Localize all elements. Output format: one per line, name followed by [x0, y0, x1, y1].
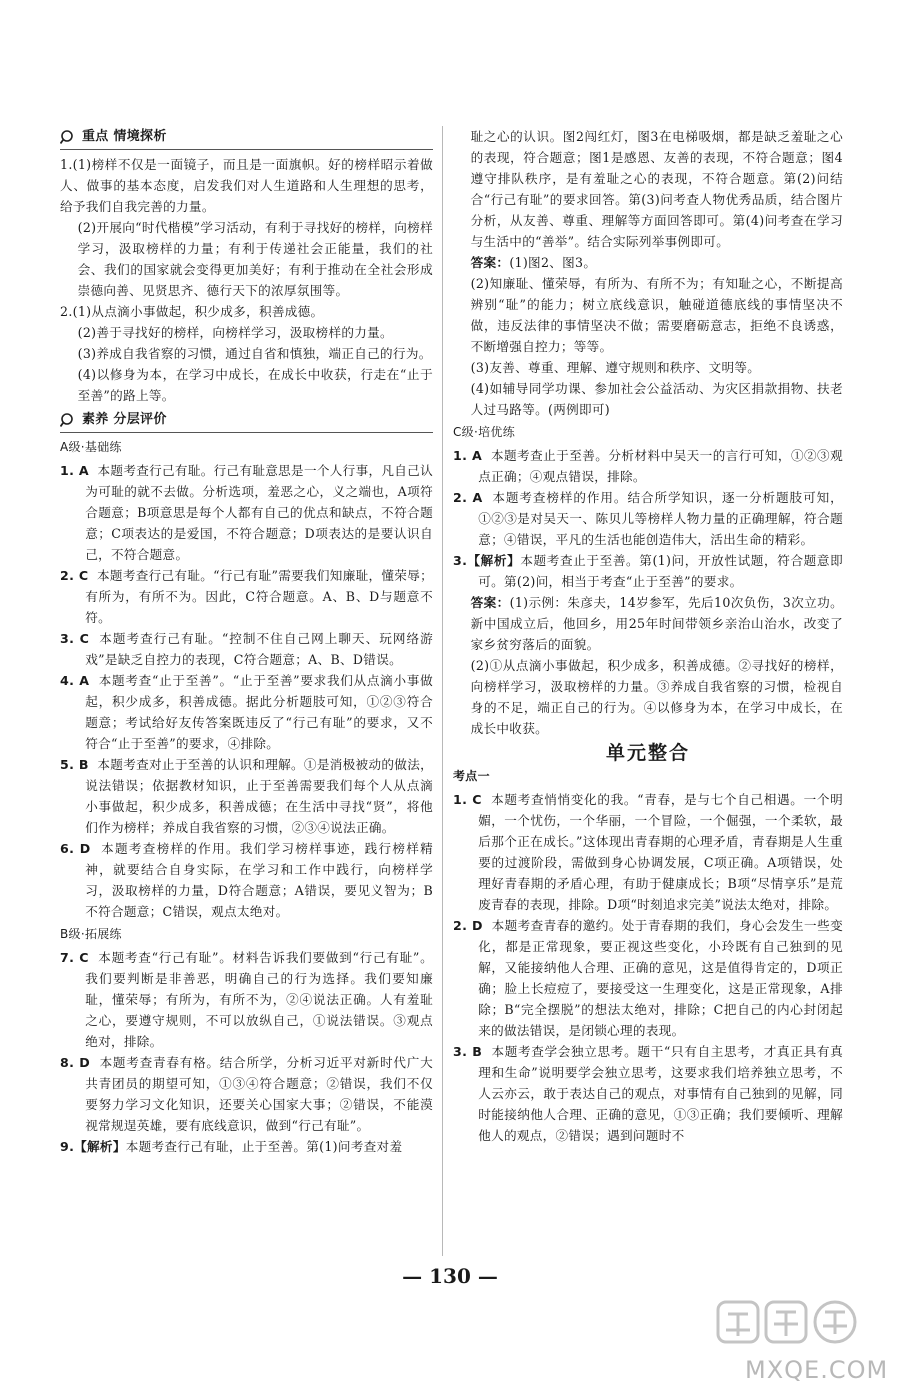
item-text: 本题考查行己有耻。“控制不住自己网上聊天、玩网络游戏”是缺乏自控力的表现，C符合题意；A、B、D错误。	[85, 631, 433, 667]
answer-paragraph	[453, 592, 843, 655]
answer-paragraph: 耻之心的认识。图2闯红灯，图3在电梯吸烟，都是缺乏羞耻之心的表现，符合题意；图1是感恩、友善的表现，不符合题意；图4遵守排队秩序，是有羞耻之心的表现，不符合题意。第(2)问结合“行己有耻”的要求回答。第(3)问考查人物优秀品质，结合图片分析，从友善、尊重、理解等方面回答即可。第(4)问考查在学习与生活中的“善举”。结合实际列举事例即可。	[470, 129, 843, 249]
magnifier-icon	[60, 412, 78, 428]
item-text: 本题考查榜样的作用。结合所学知识，逐一分析题肢可知，①②③是对吴天一、陈贝儿等榜样人物力量的正确理解，符合题意；④错误，平凡的生活也能创造伟大，活出生命的精彩。	[478, 490, 843, 547]
answer-item	[60, 838, 433, 922]
item-number: 9.【解析】	[60, 1139, 126, 1154]
answer-paragraph: (3)养成自我省察的习惯，通过自省和慎独，端正自己的行为。	[77, 346, 432, 361]
item-number: 2. C	[60, 568, 89, 583]
item-number: 3.【解析】	[453, 553, 521, 568]
answer-item	[453, 445, 843, 487]
answer-item	[60, 565, 433, 628]
answer-item	[60, 947, 433, 1052]
item-number: 7. C	[60, 950, 89, 965]
answer-item	[453, 487, 843, 550]
item-number: 4. A	[60, 673, 90, 688]
item-number: 8. D	[60, 1055, 91, 1070]
answer-paragraph: (4)以修身为本，在学习中成长，在成长中收获，行走在“止于至善”的路上等。	[77, 367, 433, 403]
section-title: 素养 分层评价	[82, 412, 167, 427]
level-label: B级·拓展练	[60, 927, 122, 941]
item-text: 本题考查青春有格。结合所学，分析习近平对新时代广大共青团员的期望可知，①③④符合题意；②错误，我们不仅要努力学习文化知识，还要关心国家大事；②错误，不能漠视常规逞英雄，要有底线意识，做到“行己有耻”。	[85, 1055, 433, 1133]
answer-item	[60, 1136, 433, 1157]
right-column	[453, 126, 843, 1146]
item-text: 本题考查“止于至善”。“止于至善”要求我们从点滴小事做起，积少成多，积善成德。据此分析题肢可知，①②③符合题意；考试给好友传答案既违反了“行己有耻”的要求，又不符合“止于至善”的要求，④排除。	[85, 673, 433, 751]
item-number: 2. D	[453, 918, 483, 933]
answer-item	[60, 670, 433, 754]
watermark-text: MXQE.COM	[745, 1356, 889, 1384]
answer-text: (1)示例：朱彦夫，14岁参军，先后10次负伤，3次立功。新中国成立后，他回乡，用25年时间带领乡亲治山治水，改变了家乡贫穷落后的面貌。	[470, 595, 843, 652]
item-number: 2. A	[453, 490, 483, 505]
section-header-focus	[60, 126, 433, 150]
answer-item	[453, 550, 843, 592]
item-number: 1. C	[453, 792, 482, 807]
answer-paragraph: (2)开展向“时代楷模”学习活动，有利于寻找好的榜样，向榜样学习，汲取榜样的力量；有利于传递社会正能量，我们的社会、我们的国家就会变得更加美好；有利于推动在全社会形成崇德向善、见贤思齐、德行天下的浓厚氛围等。	[77, 220, 433, 298]
answer-paragraph: 1.(1)榜样不仅是一面镜子，而且是一面旗帜。好的榜样昭示着做人、做事的基本态度，启发我们对人生道路和人生理想的思考，给予我们自我完善的力量。	[60, 157, 433, 214]
answer-paragraph: (4)如辅导同学功课、参加社会公益活动、为灾区捐款捐物、扶老人过马路等。(两例即可)	[470, 381, 843, 417]
answer-paragraph: (3)友善、尊重、理解、遵守规则和秩序、文明等。	[470, 360, 761, 375]
section-title: 重点 情境探析	[82, 129, 167, 144]
unit-title: 单元整合	[605, 742, 690, 764]
answer-item	[453, 789, 843, 915]
page-number: — 130 —	[402, 1264, 498, 1288]
item-text: 本题考查学会独立思考。题干“只有自主思考，才真正具有真理和生命”说明要学会独立思考，这要求我们培养独立思考，不人云亦云，敢于表达自己的观点，对事情有自己独到的见解，同时能接纳他人合理、正确的意见，①③正确；我们要倾听、理解他人的观点，②错误；遇到问题时不	[478, 1044, 843, 1143]
item-text: 本题考查行己有耻，止于至善。第(1)问考查对羞	[125, 1139, 403, 1154]
item-number: 6. D	[60, 841, 91, 856]
answer-item	[453, 1041, 843, 1146]
answer-paragraph	[453, 252, 843, 273]
answer-item	[60, 1052, 433, 1136]
level-label: A级·基础练	[60, 440, 122, 454]
section-header-literacy	[60, 409, 433, 433]
answer-paragraph: (2)善于寻找好的榜样，向榜样学习，汲取榜样的力量。	[77, 325, 393, 340]
item-number: 5. B	[60, 757, 89, 772]
item-text: 本题考查榜样的作用。我们学习榜样事迹，践行榜样精神，就要结合自身实际，在学习和工作中践行，向榜样学习，汲取榜样的力量，D符合题意；A错误，要见义智为；B不符合题意；C错误，观点太绝对。	[85, 841, 433, 919]
answer-item	[60, 628, 433, 670]
item-text: 本题考查对止于至善的认识和理解。①是消极被动的做法，说法错误；依据教材知识，止于至善需要我们每个人从点滴小事做起，积少成多，积善成德；在生活中寻找“贤”，将他们作为榜样；养成自我省察的习惯，②③④说法正确。	[85, 757, 433, 835]
column-divider	[442, 126, 443, 1256]
item-number: 1. A	[60, 463, 89, 478]
item-text: 本题考查行己有耻。“行己有耻”需要我们知廉耻，懂荣辱；有所为，有所不为。因此，C符合题意。A、B、D与题意不符。	[85, 568, 434, 625]
answer-label: 答案：	[470, 595, 510, 610]
exam-point-label: 考点一	[453, 769, 490, 783]
item-text: 本题考查止于至善。第(1)问，开放性试题，符合题意即可。第(2)问，相当于考查“止于至善”的要求。	[478, 553, 843, 589]
item-number: 1. A	[453, 448, 483, 463]
answer-item	[60, 754, 433, 838]
answer-paragraph: (2)①从点滴小事做起，积少成多，积善成德。②寻找好的榜样，向榜样学习，汲取榜样的力量。③养成自我省察的习惯，检视自身的不足，端正自己的行为。④以修身为本，在学习中成长，在成长中收获。	[470, 658, 843, 736]
answer-text: (1)图2、图3。	[509, 255, 597, 270]
item-text: 本题考查“行己有耻”。材料告诉我们要做到“行己有耻”。我们要判断是非善恶，明确自己的行为选择。我们要知廉耻，懂荣辱；有所为，有所不为，②④说法正确。人有羞耻之心，要遵守规则，不可以放纵自己，①说法错误。③观点绝对，排除。	[85, 950, 433, 1049]
answer-item	[60, 460, 433, 565]
answer-paragraph: (2)知廉耻、懂荣辱，有所为、有所不为；有知耻之心，不断提高辨别“耻”的能力；树立底线意识，触碰道德底线的事情坚决不做，违反法律的事情坚决不做；需要磨砺意志，拒绝不良诱惑，不断增强自控力；等等。	[470, 276, 843, 354]
left-column	[60, 126, 433, 1157]
item-text: 本题考查悄悄变化的我。“青春，是与七个自己相遇。一个明媚，一个忧伤，一个华丽，一个冒险，一个倔强，一个柔软，最后那个正在成长。”这体现出青春期的心理矛盾，青春期是人生重要的过渡阶段，需做到身心协调发展，C项正确。A项错误，处理好青春期的矛盾心理，有助于健康成长；B项“尽情享乐”是荒废青春的表现，排除。D项“时刻追求完美”说法太绝对，排除。	[478, 792, 844, 912]
magnifier-icon	[60, 129, 78, 145]
item-number: 3. C	[60, 631, 90, 646]
level-label: C级·培优练	[453, 425, 515, 439]
answer-paragraph: 2.(1)从点滴小事做起，积少成多，积善成德。	[60, 304, 324, 319]
item-text: 本题考查青春的邀约。处于青春期的我们，身心会发生一些变化，都是正常现象，要正视这些变化，小玲既有自己独到的见解，又能接纳他人合理、正确的意见，这是值得肯定的，D项正确；脸上长痘痘了，要接受这一生理变化，这是正常现象，A排除；B“完全摆脱”的想法太绝对，排除；C把自己的内心封闭起来的做法错误，是闭锁心理的表现。	[478, 918, 843, 1038]
answer-label: 答案：	[470, 255, 510, 270]
item-number: 3. B	[453, 1044, 483, 1059]
item-text: 本题考查行己有耻。行己有耻意思是一个人行事，凡自己认为可耻的就不去做。分析选项，羞恶之心，义之端也，A项符合题意；B项意思是每个人都有自己的优点和缺点，不符合题意；C项表达的是爱国，不符合题意；D项表达的是要认识自己，不符合题意。	[85, 463, 433, 562]
item-text: 本题考查止于至善。分析材料中吴天一的言行可知，①②③观点正确；④观点错误，排除。	[478, 448, 843, 484]
answer-item	[453, 915, 843, 1041]
